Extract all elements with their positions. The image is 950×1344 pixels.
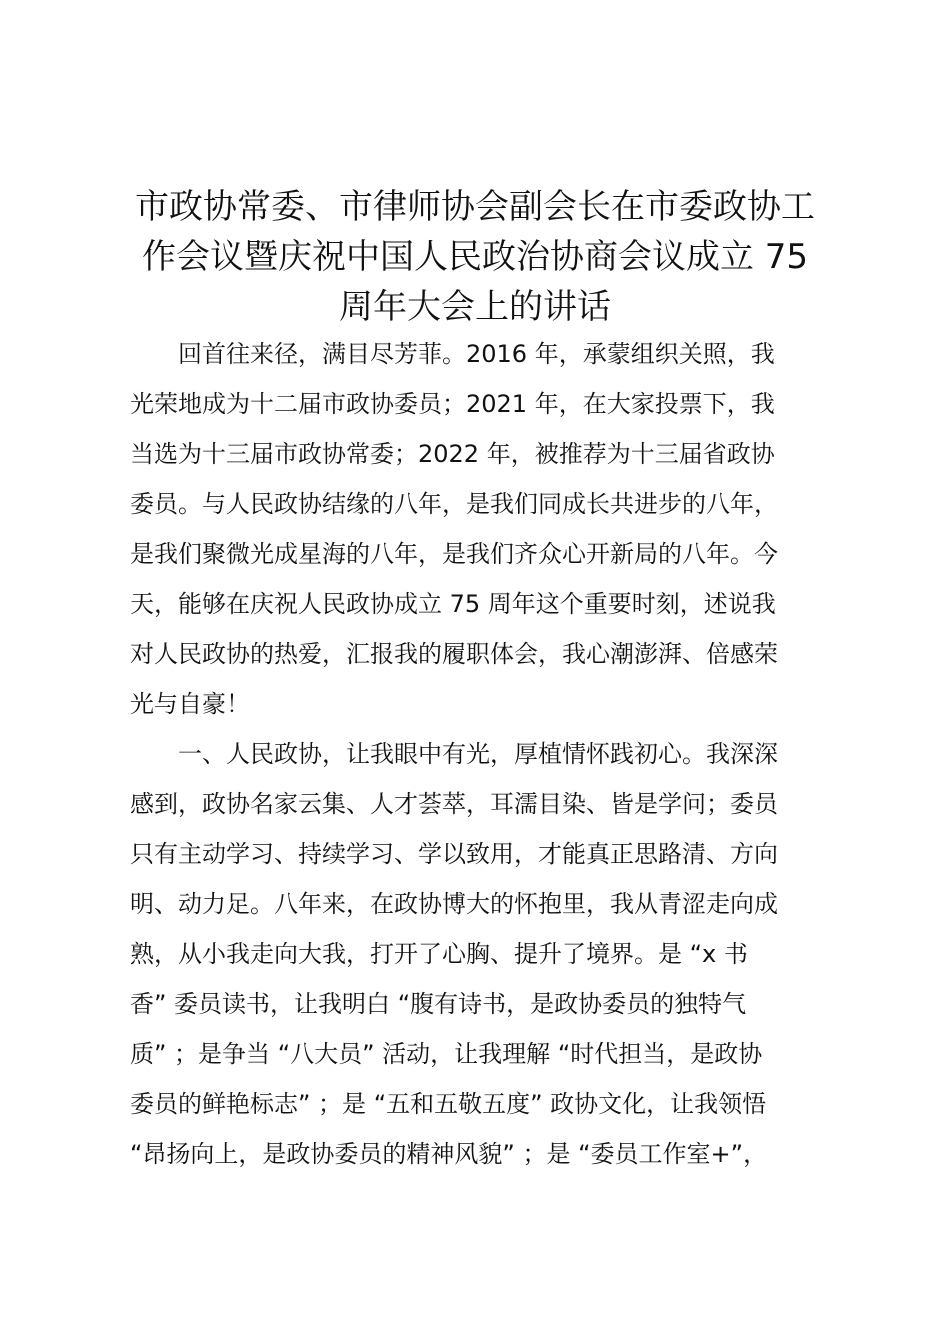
paragraph-1-line-5: 是我们聚微光成星海的八年，是我们齐众心开新局的八年。今	[130, 540, 778, 568]
paragraph-1-line-2: 光荣地成为十二届市政协委员；2021 年，在大家投票下，我	[130, 390, 775, 418]
paragraph-1-line-6: 天，能够在庆祝人民政协成立 75 周年这个重要时刻，述说我	[130, 590, 776, 618]
paragraph-1-line-1: 回首往来径，满目尽芳菲。2016 年，承蒙组织关照，我	[178, 340, 775, 368]
paragraph-2-line-4: 明、动力足。八年来，在政协博大的怀抱里，我从青涩走向成	[130, 890, 778, 918]
paragraph-2-line-2: 感到，政协名家云集、人才荟萃，耳濡目染、皆是学问；委员	[130, 790, 778, 818]
paragraph-2-line-6: 香” 委员读书，让我明白 “腹有诗书，是政协委员的独特气	[130, 990, 747, 1018]
paragraph-1-line-3: 当选为十三届市政协常委；2022 年，被推荐为十三届省政协	[130, 440, 775, 468]
paragraph-2-line-9: “昂扬向上，是政协委员的精神风貌” ；是 “委员工作室+”，	[130, 1140, 768, 1168]
paragraph-2-line-8: 委员的鲜艳标志” ；是 “五和五敬五度” 政协文化，让我领悟	[130, 1090, 767, 1118]
paragraph-2-line-1: 一、人民政协，让我眼中有光，厚植情怀践初心。我深深	[178, 740, 778, 768]
paragraph-2-line-7: 质” ；是争当 “八大员” 活动，让我理解 “时代担当，是政协	[130, 1040, 763, 1068]
title-line-3: 周年大会上的讲话	[339, 287, 611, 327]
title-line-2: 作会议暨庆祝中国人民政治协商会议成立 75	[141, 237, 809, 277]
paragraph-2-line-3: 只有主动学习、持续学习、学以致用，才能真正思路清、方向	[130, 840, 778, 868]
paragraph-1-line-8: 光与自豪！	[130, 690, 250, 718]
paragraph-1-line-7: 对人民政协的热爱，汇报我的履职体会，我心潮澎湃、倍感荣	[130, 640, 778, 668]
title-line-1: 市政协常委、市律师协会副会长在市委政协工	[135, 187, 815, 227]
paragraph-2-line-5: 熟，从小我走向大我，打开了心胸、提升了境界。是 “x 书	[130, 940, 748, 968]
paragraph-1-line-4: 委员。与人民政协结缘的八年，是我们同成长共进步的八年，	[130, 490, 778, 518]
